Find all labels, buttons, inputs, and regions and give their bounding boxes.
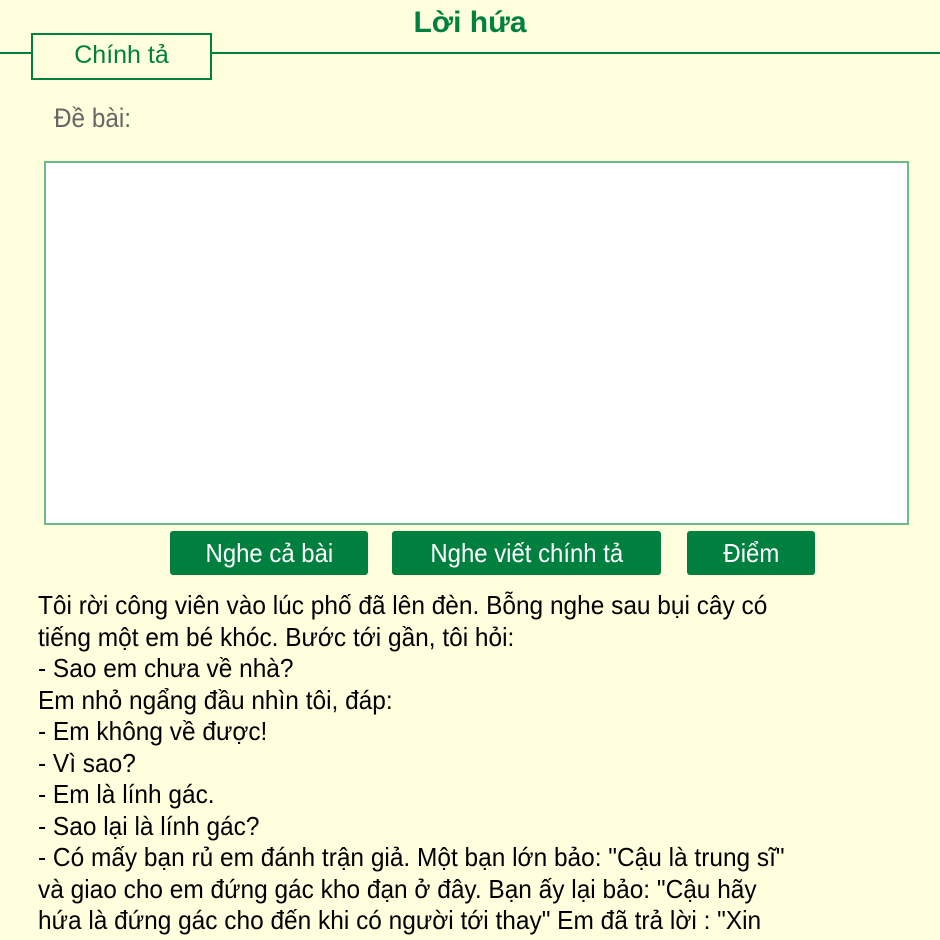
passage-line: - Sao em chưa về nhà?: [38, 653, 294, 683]
listen-all-button[interactable]: [170, 531, 368, 575]
answer-textarea[interactable]: [44, 161, 909, 525]
listen-dictation-button[interactable]: [392, 531, 661, 575]
passage-line: - Vì sao?: [38, 747, 136, 778]
section-tab-chinh-ta: Chính tả: [31, 33, 212, 80]
passage-line: và giao cho em đứng gác kho đạn ở đây. Bạn ấy lại bảo: "Cậu hãy: [38, 873, 757, 904]
passage-line: - Sao lại là lính gác?: [38, 810, 260, 841]
passage-line: Em nhỏ ngẩng đầu nhìn tôi, đáp:: [38, 684, 393, 715]
passage-line: hứa là đứng gác cho đến khi có người tới thay" Em đã trả lời : "Xin: [38, 905, 762, 935]
prompt-label: Đề bài:: [54, 103, 132, 133]
page-title: Lời hứa: [413, 6, 527, 39]
listen-all-label: Nghe cả bài: [205, 538, 333, 568]
passage-text: [38, 590, 898, 937]
passage-line: Tôi rời công viên vào lúc phố đã lên đèn. Bỗng nghe sau bụi cây có: [38, 590, 768, 620]
passage-line: - Em là lính gác.: [38, 779, 215, 809]
passage-line: - Em không về được!: [38, 716, 268, 746]
score-label: Điểm: [723, 538, 779, 568]
listen-dictation-label: Nghe viết chính tả: [430, 538, 623, 568]
passage-line: - Có mấy bạn rủ em đánh trận giả. Một bạn lớn bảo: "Cậu là trung sĩ": [38, 842, 785, 872]
passage-line: tiếng một em bé khóc. Bước tới gần, tôi hỏi:: [38, 621, 515, 652]
score-button[interactable]: [687, 531, 815, 575]
